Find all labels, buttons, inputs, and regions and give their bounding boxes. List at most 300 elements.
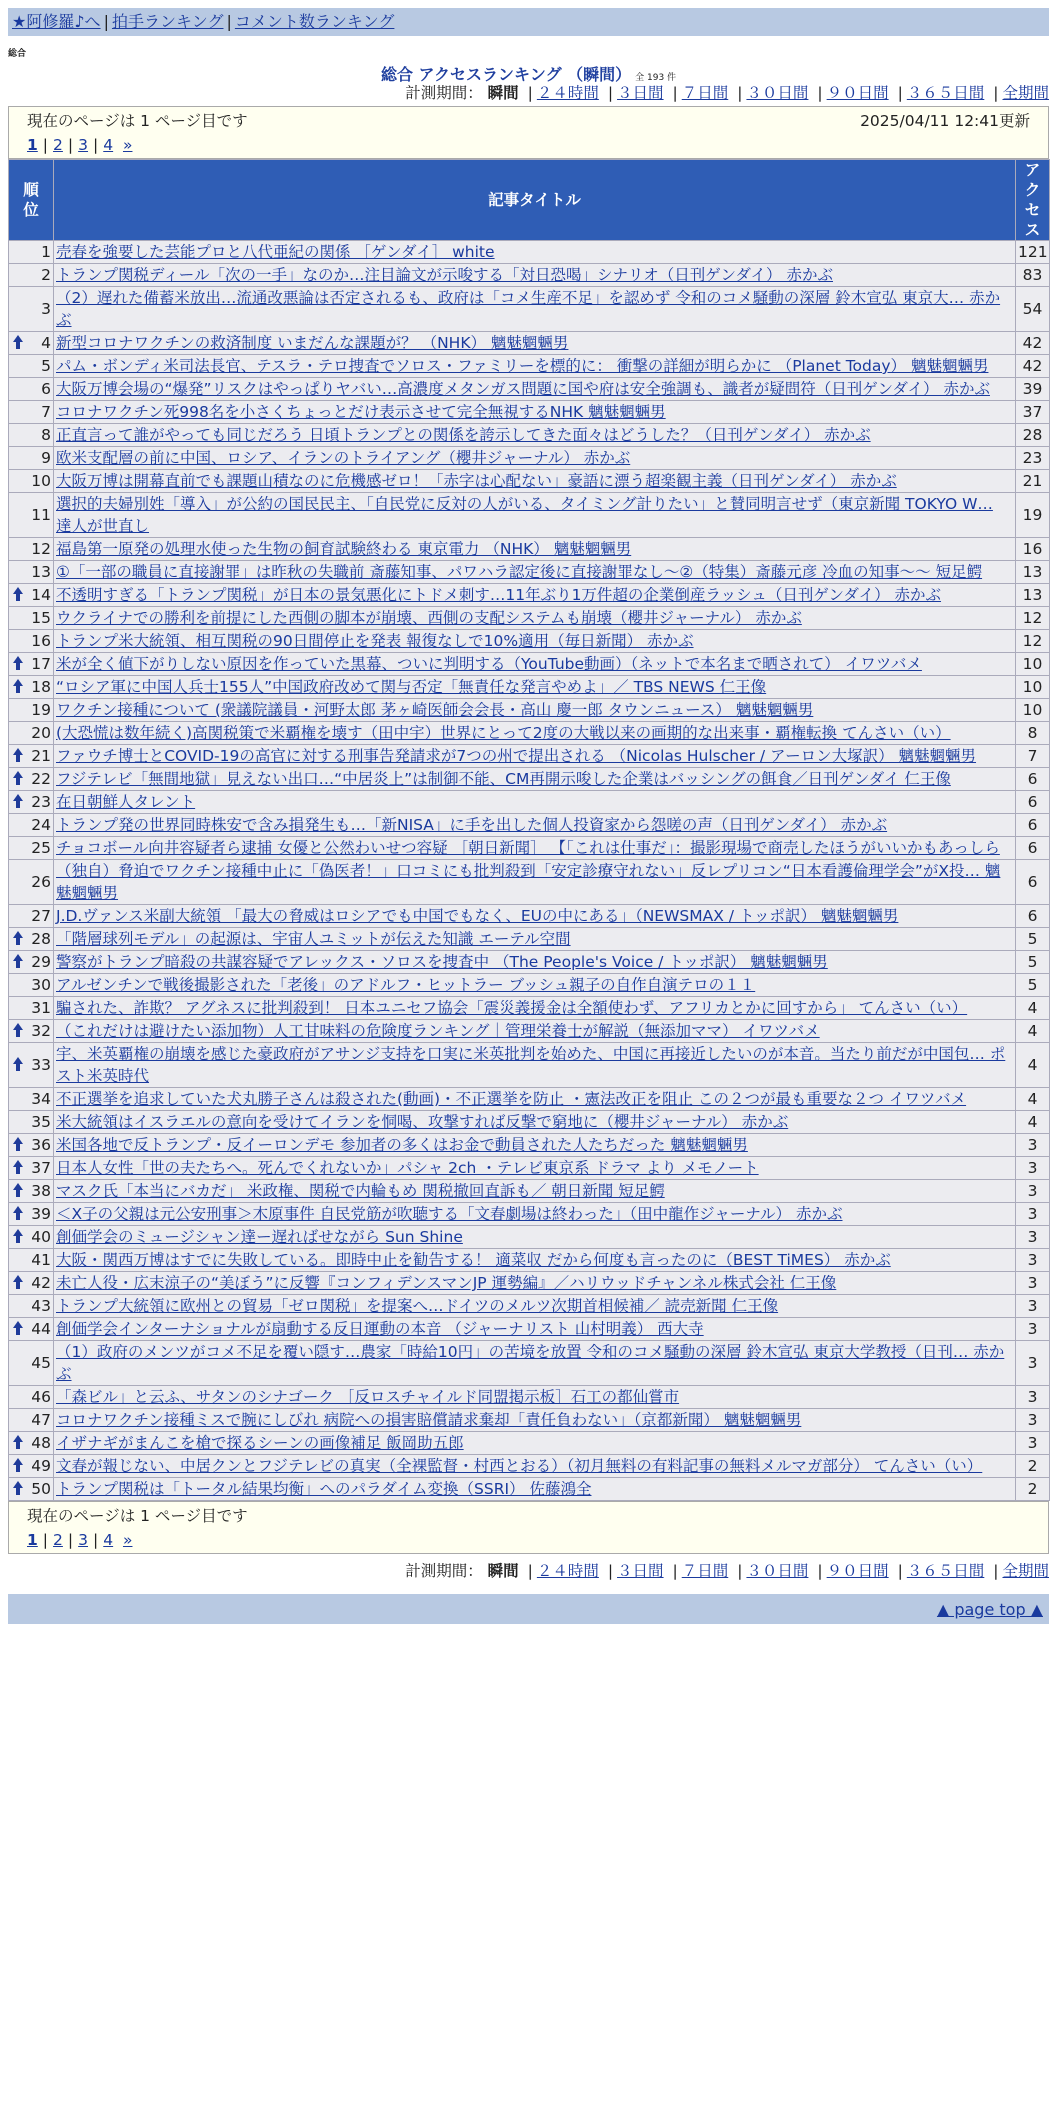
rank-cell bbox=[9, 424, 54, 447]
table-row bbox=[9, 1386, 1050, 1409]
rank-number: 39 bbox=[31, 1205, 51, 1223]
article-title-link[interactable]: ①「一部の職員に直接謝罪」は昨秋の失職前 斎藤知事、パワハラ認定後に直接謝罪なし～②（特集）斎藤元彦 冷血の知事～～ 短足鰐 bbox=[56, 563, 983, 581]
rank-up-arrow-icon bbox=[12, 1275, 24, 1291]
article-title-link[interactable]: ウクライナでの勝利を前提にした西側の脚本が崩壊、西側の支配システムも崩壊（櫻井ジャーナル） 赤かぶ bbox=[56, 609, 802, 627]
table-row bbox=[9, 424, 1050, 447]
table-row bbox=[9, 1020, 1050, 1043]
ranking-table bbox=[8, 159, 1050, 1501]
title-cell bbox=[54, 561, 1016, 584]
access-count: 4 bbox=[1016, 997, 1050, 1020]
period-365d-link[interactable]: ３６５日間 bbox=[906, 84, 985, 102]
next-page-link[interactable]: » bbox=[122, 1531, 133, 1549]
article-title-link[interactable]: 売春を強要した芸能プロと八代亜紀の関係 ［ゲンダイ］ white bbox=[56, 243, 495, 261]
title-cell bbox=[54, 1088, 1016, 1111]
title-cell bbox=[54, 1020, 1016, 1043]
separator: | bbox=[527, 84, 533, 102]
period-24h-link[interactable]: ２４時間 bbox=[536, 1562, 599, 1580]
rank-cell bbox=[9, 584, 54, 607]
table-row bbox=[9, 1249, 1050, 1272]
rank-column-header: 順位 bbox=[9, 160, 54, 241]
article-title-link[interactable]: （独自）脅迫でワクチン接種中止に「偽医者！」口コミにも批判殺到「安定診療守れない」反レプリコン“日本看護倫理学会”がX投… 魑魅魍魎男 bbox=[56, 862, 1001, 902]
period-365d-link[interactable]: ３６５日間 bbox=[906, 1562, 985, 1580]
table-row bbox=[9, 561, 1050, 584]
title-cell bbox=[54, 699, 1016, 722]
page-title bbox=[0, 62, 1057, 82]
title-cell bbox=[54, 676, 1016, 699]
rank-number: 41 bbox=[31, 1251, 51, 1269]
article-title-link[interactable]: 福島第一原発の処理水使った生物の飼育試験終わる 東京電力 （NHK） 魑魅魍魎男 bbox=[56, 540, 632, 558]
access-count: 12 bbox=[1016, 630, 1050, 653]
page-link-1[interactable]: 1 bbox=[27, 136, 38, 154]
updated-timestamp: 2025/04/11 12:41更新 bbox=[860, 112, 1030, 130]
access-count: 3 bbox=[1016, 1386, 1050, 1409]
title-cell bbox=[54, 1134, 1016, 1157]
rank-number: 10 bbox=[31, 472, 51, 490]
table-row bbox=[9, 1088, 1050, 1111]
access-count: 3 bbox=[1016, 1432, 1050, 1455]
period-current: 瞬間 bbox=[487, 84, 519, 102]
separator: | bbox=[607, 84, 614, 102]
access-count: 10 bbox=[1016, 653, 1050, 676]
table-row bbox=[9, 493, 1050, 538]
article-title-link[interactable]: 不正選挙を追求していた犬丸勝子さんは殺された(動画)・不正選挙を防止 ・憲法改正を阻止 この２つが最も重要な２つ イワツバメ bbox=[56, 1090, 967, 1108]
rank-cell bbox=[9, 1478, 54, 1501]
separator: | bbox=[737, 84, 743, 102]
table-row bbox=[9, 653, 1050, 676]
table-row bbox=[9, 1180, 1050, 1203]
table-row bbox=[9, 470, 1050, 493]
access-count: 8 bbox=[1016, 722, 1050, 745]
article-title-link[interactable]: “ロシア軍に中国人兵士155人”中国政府改めて関与否定「無責任な発言やめよ」／ TBS NEWS 仁王像 bbox=[56, 678, 767, 696]
page-link-3[interactable]: 3 bbox=[78, 1531, 89, 1549]
period-7d-link[interactable]: ７日間 bbox=[681, 1562, 729, 1580]
rank-number: 17 bbox=[31, 655, 51, 673]
table-row bbox=[9, 1341, 1050, 1386]
table-row bbox=[9, 1409, 1050, 1432]
table-row bbox=[9, 768, 1050, 791]
title-cell bbox=[54, 905, 1016, 928]
table-row bbox=[9, 378, 1050, 401]
table-row bbox=[9, 699, 1050, 722]
article-title-link[interactable]: トランプ関税は「トータル結果均衡」へのパラダイム変換（SSRI） 佐藤鴻全 bbox=[56, 1480, 592, 1498]
rank-up-arrow-icon bbox=[12, 587, 24, 603]
title-cell bbox=[54, 1043, 1016, 1088]
access-count: 4 bbox=[1016, 1111, 1050, 1134]
rank-cell bbox=[9, 1088, 54, 1111]
access-count: 5 bbox=[1016, 974, 1050, 997]
title-column-header: 記事タイトル bbox=[54, 160, 1016, 241]
rank-up-arrow-icon bbox=[12, 1321, 24, 1337]
rank-number: 24 bbox=[31, 816, 51, 834]
article-title-link[interactable]: 未亡人役・広末涼子の“美ぼう”に反響『コンフィデンスマンJP 運勢編』／ハリウッドチャンネル株式会社 仁王像 bbox=[56, 1274, 837, 1292]
table-row bbox=[9, 1318, 1050, 1341]
title-cell bbox=[54, 1180, 1016, 1203]
rank-number: 26 bbox=[31, 873, 51, 891]
rank-cell bbox=[9, 630, 54, 653]
rank-cell bbox=[9, 676, 54, 699]
period-all-link[interactable]: 全期間 bbox=[1002, 1562, 1049, 1580]
article-title-link[interactable]: 選択的夫婦別姓「導入」が公約の国民民主、「自民党に反対の人がいる、タイミング計りたい」と賛同明言せず（東京新聞 TOKYO W… 達人が世直し bbox=[56, 495, 993, 535]
home-link[interactable]: ★阿修羅♪へ bbox=[12, 12, 101, 31]
article-title-link[interactable]: トランプ米大統領、相互関税の90日間停止を発表 報復なしで10%適用（毎日新聞） 赤かぶ bbox=[56, 632, 694, 650]
top-nav-bar bbox=[8, 8, 1049, 36]
article-title-link[interactable]: トランプ発の世界同時株安で含み損発生も…「新NISA」に手を出した個人投資家から怨嗟の声（日刊ゲンダイ） 赤かぶ bbox=[56, 816, 888, 834]
rank-up-arrow-icon bbox=[12, 954, 24, 970]
page-link-4[interactable]: 4 bbox=[103, 1531, 114, 1549]
article-title-link[interactable]: J.D.ヴァンス米副大統領 「最大の脅威はロシアでも中国でもなく、EUの中にある」（NEWSMAX / トッポ訳） 魑魅魍魎男 bbox=[56, 907, 899, 925]
title-cell bbox=[54, 538, 1016, 561]
table-row bbox=[9, 1455, 1050, 1478]
rank-cell bbox=[9, 561, 54, 584]
table-row bbox=[9, 607, 1050, 630]
article-title-link[interactable]: ワクチン接種について (衆議院議員・河野太郎 茅ヶ崎医師会会長・高山 慶一郎 タウンニュース） 魑魅魍魎男 bbox=[56, 701, 814, 719]
rank-cell bbox=[9, 1295, 54, 1318]
table-row bbox=[9, 745, 1050, 768]
access-count: 6 bbox=[1016, 905, 1050, 928]
title-cell bbox=[54, 951, 1016, 974]
article-title-link[interactable]: フジテレビ「無間地獄」見えない出口…“中居炎上”は制御不能、CM再開示唆した企業はバッシングの餌食／日刊ゲンダイ 仁王像 bbox=[56, 770, 951, 788]
separator: | bbox=[103, 12, 109, 31]
article-title-link[interactable]: 不透明すぎる「トランプ関税」が日本の景気悪化にトドメ刺す…11年ぶり1万件超の企業倒産ラッシュ（日刊ゲンダイ） 赤かぶ bbox=[56, 586, 942, 604]
title-cell bbox=[54, 928, 1016, 951]
table-row bbox=[9, 630, 1050, 653]
title-cell bbox=[54, 447, 1016, 470]
table-row bbox=[9, 401, 1050, 424]
rank-number: 33 bbox=[31, 1056, 51, 1074]
page-link-3[interactable]: 3 bbox=[78, 136, 89, 154]
table-row bbox=[9, 974, 1050, 997]
rank-up-arrow-icon bbox=[12, 679, 24, 695]
article-title-link[interactable]: 創価学会インターナショナルが扇動する反日運動の本音 （ジャーナリスト 山村明義） 西大寺 bbox=[56, 1320, 704, 1338]
article-title-link[interactable]: チョコボール向井容疑者ら逮捕 女優と公然わいせつ容疑 ［朝日新聞］ 【「これは仕事だ」：撮影現場で商売したほうがいいかもあっしら bbox=[56, 839, 1000, 857]
article-title-link[interactable]: 警察がトランプ暗殺の共謀容疑でアレックス・ソロスを捜査中 （The People's Voice / トッポ訳） 魑魅魍魎男 bbox=[56, 953, 828, 971]
table-row bbox=[9, 264, 1050, 287]
access-count: 16 bbox=[1016, 538, 1050, 561]
rank-cell bbox=[9, 493, 54, 538]
rank-cell bbox=[9, 905, 54, 928]
rank-number: 35 bbox=[31, 1113, 51, 1131]
access-count: 83 bbox=[1016, 264, 1050, 287]
rank-cell bbox=[9, 814, 54, 837]
article-title-link[interactable]: （これだけは避けたい添加物）人工甘味料の危険度ランキング｜管理栄養士が解説（無添加ママ） イワツバメ bbox=[56, 1022, 820, 1040]
table-row bbox=[9, 928, 1050, 951]
article-title-link[interactable]: 騙された、詐欺？ アグネスに批判殺到！ 日本ユニセフ協会「震災義援金は全額使わず、アフリカとかに回すから」 てんさい（い） bbox=[56, 999, 968, 1017]
title-cell bbox=[54, 837, 1016, 860]
period-all-link[interactable]: 全期間 bbox=[1002, 84, 1049, 102]
article-title-link[interactable]: パム・ボンディ米司法長官、テスラ・テロ捜査でソロス・ファミリーを標的に： 衝撃の詳細が明らかに （Planet Today） 魑魅魍魎男 bbox=[56, 357, 989, 375]
rank-up-arrow-icon bbox=[12, 1458, 24, 1474]
table-row bbox=[9, 332, 1050, 355]
bottom-bar bbox=[8, 1594, 1049, 1624]
access-count: 13 bbox=[1016, 584, 1050, 607]
rank-number: 45 bbox=[31, 1354, 51, 1372]
rank-cell bbox=[9, 1203, 54, 1226]
title-cell bbox=[54, 791, 1016, 814]
table-row bbox=[9, 1478, 1050, 1501]
rank-number: 47 bbox=[31, 1411, 51, 1429]
rank-up-arrow-icon bbox=[12, 931, 24, 947]
title-cell bbox=[54, 860, 1016, 905]
rank-number: 1 bbox=[41, 243, 51, 261]
article-title-link[interactable]: 正直言って誰がやっても同じだろう 日頃トランプとの関係を誇示してきた面々はどうした？（日刊ゲンダイ） 赤かぶ bbox=[56, 426, 871, 444]
rank-number: 20 bbox=[31, 724, 51, 742]
article-title-link[interactable]: 米大統領はイスラエルの意向を受けてイランを恫喝、攻撃すれば反撃で窮地に（櫻井ジャーナル） 赤かぶ bbox=[56, 1113, 789, 1131]
period-7d-link[interactable]: ７日間 bbox=[681, 84, 729, 102]
access-count: 5 bbox=[1016, 928, 1050, 951]
access-count: 3 bbox=[1016, 1272, 1050, 1295]
rank-cell bbox=[9, 837, 54, 860]
article-title-link[interactable]: コロナワクチン接種ミスで腕にしびれ 病院への損害賠償請求棄却「責任負わない」（京都新聞） 魑魅魍魎男 bbox=[56, 1411, 802, 1429]
rank-number: 19 bbox=[31, 701, 51, 719]
page-link-4[interactable]: 4 bbox=[103, 136, 114, 154]
article-title-link[interactable]: トランプ関税ディール「次の一手」なのか…注目論文が示唆する「対日恐喝」シナリオ（日刊ゲンダイ） 赤かぶ bbox=[56, 266, 833, 284]
table-row bbox=[9, 1111, 1050, 1134]
access-count: 39 bbox=[1016, 378, 1050, 401]
rank-cell bbox=[9, 928, 54, 951]
rank-number: 40 bbox=[31, 1228, 51, 1246]
rank-up-arrow-icon bbox=[12, 1435, 24, 1451]
rank-cell bbox=[9, 1409, 54, 1432]
rank-number: 7 bbox=[41, 403, 51, 421]
rank-up-arrow-icon bbox=[12, 1023, 24, 1039]
title-cell bbox=[54, 241, 1016, 264]
access-count: 3 bbox=[1016, 1134, 1050, 1157]
period-30d-link[interactable]: ３０日間 bbox=[746, 84, 809, 102]
rank-cell bbox=[9, 745, 54, 768]
rank-cell bbox=[9, 1043, 54, 1088]
access-count: 2 bbox=[1016, 1478, 1050, 1501]
rank-cell bbox=[9, 974, 54, 997]
table-row bbox=[9, 1226, 1050, 1249]
rank-cell bbox=[9, 722, 54, 745]
rank-number: 5 bbox=[41, 357, 51, 375]
article-title-link[interactable]: 日本人女性「世の夫たちへ。死んでくれないか」パシャ 2ch ・テレビ東京系 ドラマ より メモノート bbox=[56, 1159, 759, 1177]
rank-cell bbox=[9, 287, 54, 332]
title-cell bbox=[54, 355, 1016, 378]
article-title-link[interactable]: 「階層球列モデル」の起源は、宇宙人ユミットが伝えた知識 エーテル空間 bbox=[56, 930, 571, 948]
rank-number: 29 bbox=[31, 953, 51, 971]
title-cell bbox=[54, 1478, 1016, 1501]
access-count: 121 bbox=[1016, 241, 1050, 264]
table-row bbox=[9, 1295, 1050, 1318]
page-link-2[interactable]: 2 bbox=[53, 1531, 63, 1549]
rank-cell bbox=[9, 241, 54, 264]
period-90d-link[interactable]: ９０日間 bbox=[826, 84, 889, 102]
article-title-link[interactable]: 大阪万博会場の“爆発”リスクはやっぱりヤバい…高濃度メタンガス問題に国や府は安全強調も、識者が疑問符（日刊ゲンダイ） 赤かぶ bbox=[56, 380, 990, 398]
rank-cell bbox=[9, 470, 54, 493]
title-cell bbox=[54, 470, 1016, 493]
title-cell bbox=[54, 1409, 1016, 1432]
table-row bbox=[9, 722, 1050, 745]
article-title-link[interactable]: ファウチ博士とCOVID-19の高官に対する刑事告発請求が7つの州で提出される （Nicolas Hulscher / アーロン大塚訳） 魑魅魍魎男 bbox=[56, 747, 977, 765]
page-top-link[interactable]: ▲ page top ▲ bbox=[936, 1600, 1043, 1619]
rank-cell bbox=[9, 1134, 54, 1157]
rank-number: 46 bbox=[31, 1388, 51, 1406]
access-count: 10 bbox=[1016, 676, 1050, 699]
article-title-link[interactable]: イザナギがまんこを槍で探るシーンの画像補足 飯岡助五郎 bbox=[56, 1434, 464, 1452]
access-count: 3 bbox=[1016, 1409, 1050, 1432]
access-count: 4 bbox=[1016, 1020, 1050, 1043]
article-title-link[interactable]: 宇、米英覇権の崩壊を感じた豪政府がアサンジ支持を口実に米英批判を始めた、中国に再接近したいのが本音。当たり前だが中国包… ポスト米英時代 bbox=[56, 1045, 1006, 1085]
separator: | bbox=[672, 84, 678, 102]
table-row bbox=[9, 814, 1050, 837]
rank-cell bbox=[9, 538, 54, 561]
period-30d-link[interactable]: ３０日間 bbox=[746, 1562, 809, 1580]
access-count: 21 bbox=[1016, 470, 1050, 493]
period-24h-link[interactable]: ２４時間 bbox=[536, 84, 599, 102]
rank-number: 36 bbox=[31, 1136, 51, 1154]
title-cell bbox=[54, 1226, 1016, 1249]
rank-number: 27 bbox=[31, 907, 51, 925]
rank-number: 31 bbox=[31, 999, 51, 1017]
access-count: 4 bbox=[1016, 1043, 1050, 1088]
rank-cell bbox=[9, 1272, 54, 1295]
article-title-link[interactable]: （2）遅れた備蓄米放出…流通改悪論は否定されるも、政府は「コメ生産不足」を認めず 令和のコメ騒動の深層 鈴木宣弘 東京大… 赤かぶ bbox=[56, 289, 1001, 329]
article-title-link[interactable]: 米国各地で反トランプ・反イーロンデモ 参加者の多くはお金で動員された人たちだった 魑魅魍魎男 bbox=[56, 1136, 748, 1154]
rank-number: 15 bbox=[31, 609, 51, 627]
title-cell bbox=[54, 630, 1016, 653]
page-link-1[interactable]: 1 bbox=[27, 1531, 38, 1549]
access-column-header: アクセス bbox=[1016, 160, 1050, 241]
rank-number: 43 bbox=[31, 1297, 51, 1315]
access-count: 6 bbox=[1016, 768, 1050, 791]
article-title-link[interactable]: 大阪・関西万博はすでに失敗している。即時中止を勧告する！ 適菜収 だから何度も言ったのに（BEST TiMES） 赤かぶ bbox=[56, 1251, 891, 1269]
table-row bbox=[9, 837, 1050, 860]
table-row bbox=[9, 860, 1050, 905]
title-cell bbox=[54, 264, 1016, 287]
article-title-link[interactable]: 米が全く値下がりしない原因を作っていた黒幕、ついに判明する（YouTube動画）（ネットで本名まで晒されて） イワツバメ bbox=[56, 655, 922, 673]
rank-cell bbox=[9, 951, 54, 974]
rank-cell bbox=[9, 332, 54, 355]
article-title-link[interactable]: 大阪万博は開幕直前でも課題山積なのに危機感ゼロ！「赤字は心配ない」豪語に漂う超楽観主義（日刊ゲンダイ） 赤かぶ bbox=[56, 472, 897, 490]
title-cell bbox=[54, 424, 1016, 447]
rank-up-arrow-icon bbox=[12, 1160, 24, 1176]
access-count: 3 bbox=[1016, 1318, 1050, 1341]
next-page-link[interactable]: » bbox=[122, 136, 133, 154]
title-cell bbox=[54, 1272, 1016, 1295]
article-title-link[interactable]: 在日朝鮮人タレント bbox=[56, 793, 196, 811]
article-title-link[interactable]: 「森ビル」と云ふ、サタンのシナゴーク ［反ロスチャイルド同盟掲示板］石工の都仙嘗市 bbox=[56, 1388, 680, 1406]
page-links: 1 | 2 | 3 | 4 » bbox=[27, 136, 133, 154]
period-3d-link[interactable]: ３日間 bbox=[617, 1562, 664, 1580]
rank-number: 30 bbox=[31, 976, 51, 994]
page-link-2[interactable]: 2 bbox=[53, 136, 63, 154]
title-cell bbox=[54, 332, 1016, 355]
access-count: 6 bbox=[1016, 814, 1050, 837]
access-count: 3 bbox=[1016, 1180, 1050, 1203]
rank-number: 14 bbox=[31, 586, 51, 604]
article-title-link[interactable]: アルゼンチンで戦後撮影された「老後」のアドルフ・ヒットラー ブッシュ親子の自作自演テロの１１ bbox=[56, 976, 756, 994]
category-label: 総合 bbox=[8, 49, 27, 59]
table-row bbox=[9, 1134, 1050, 1157]
rank-number: 3 bbox=[41, 300, 51, 318]
rank-cell bbox=[9, 699, 54, 722]
rank-cell bbox=[9, 264, 54, 287]
rank-cell bbox=[9, 1249, 54, 1272]
rank-number: 16 bbox=[31, 632, 51, 650]
ranking-title: 総合 アクセスランキング （瞬間） bbox=[380, 65, 632, 84]
period-90d-link[interactable]: ９０日間 bbox=[826, 1562, 889, 1580]
article-title-link[interactable]: (大恐慌は数年続く)高関税策で米覇権を壊す（田中宇）世界にとって2度の大戦以来の画期的な出来事・覇権転換 てんさい（い） bbox=[56, 724, 951, 742]
table-row bbox=[9, 355, 1050, 378]
table-row bbox=[9, 791, 1050, 814]
rank-cell bbox=[9, 1226, 54, 1249]
access-count: 3 bbox=[1016, 1226, 1050, 1249]
rank-number: 28 bbox=[31, 930, 51, 948]
access-count: 7 bbox=[1016, 745, 1050, 768]
rank-number: 4 bbox=[41, 334, 51, 352]
rank-cell bbox=[9, 1318, 54, 1341]
rank-number: 37 bbox=[31, 1159, 51, 1177]
article-title-link[interactable]: 文春が報じない、中居クンとフジテレビの真実（全裸監督・村西とおる）（初月無料の有料記事の無料メルマガ部分） てんさい（い） bbox=[56, 1457, 983, 1475]
title-cell bbox=[54, 584, 1016, 607]
current-page-text: 現在のページは 1 ページ目です bbox=[27, 112, 248, 130]
table-row bbox=[9, 1203, 1050, 1226]
access-count: 3 bbox=[1016, 1203, 1050, 1226]
title-cell bbox=[54, 722, 1016, 745]
article-title-link[interactable]: トランプ大統領に欧州との貿易「ゼロ関税」を提案へ…ドイツのメルツ次期首相候補／ 読売新聞 仁王像 bbox=[56, 1297, 779, 1315]
table-row bbox=[9, 287, 1050, 332]
rank-number: 49 bbox=[31, 1457, 51, 1475]
access-count: 37 bbox=[1016, 401, 1050, 424]
article-title-link[interactable]: （1）政府のメンツがコメ不足を覆い隠す…農家「時給10円」の苦境を放置 令和のコメ騒動の深層 鈴木宣弘 東京大学教授（日刊… 赤かぶ bbox=[56, 1343, 1005, 1383]
table-row bbox=[9, 1157, 1050, 1180]
rank-cell bbox=[9, 997, 54, 1020]
table-row bbox=[9, 676, 1050, 699]
title-cell bbox=[54, 1432, 1016, 1455]
rank-number: 22 bbox=[31, 770, 51, 788]
article-title-link[interactable]: ＜X子の父親は元公安刑事＞木原事件 自民党筋が吹聴する「文春劇場は終わった」（田中龍作ジャーナル） 赤かぶ bbox=[56, 1205, 843, 1223]
rank-number: 12 bbox=[31, 540, 51, 558]
rank-cell bbox=[9, 378, 54, 401]
rank-cell bbox=[9, 355, 54, 378]
article-title-link[interactable]: コロナワクチン死998名を小さくちょっとだけ表示させて完全無視するNHK 魑魅魍魎男 bbox=[56, 403, 666, 421]
access-count: 3 bbox=[1016, 1295, 1050, 1318]
rank-up-arrow-icon bbox=[12, 1206, 24, 1222]
rank-up-arrow-icon bbox=[12, 1481, 24, 1497]
article-title-link[interactable]: マスク氏「本当にバカだ」 米政権、関税で内輪もめ 関税撤回直訴も／ 朝日新聞 短足鰐 bbox=[56, 1182, 665, 1200]
access-count: 42 bbox=[1016, 355, 1050, 378]
comment-ranking-link[interactable]: コメント数ランキング bbox=[234, 12, 395, 31]
table-row bbox=[9, 1043, 1050, 1088]
rank-up-arrow-icon bbox=[12, 771, 24, 787]
title-cell bbox=[54, 1318, 1016, 1341]
rank-cell bbox=[9, 653, 54, 676]
pager-bottom bbox=[8, 1501, 1049, 1554]
period-current: 瞬間 bbox=[487, 1562, 519, 1580]
article-title-link[interactable]: 新型コロナワクチンの救済制度 いまだんな課題が？ （NHK） 魑魅魍魎男 bbox=[56, 334, 569, 352]
period-label: 計測期間： bbox=[405, 1562, 483, 1580]
article-title-link[interactable]: 欧米支配層の前に中国、ロシア、イランのトライアング（櫻井ジャーナル） 赤かぶ bbox=[56, 449, 631, 467]
access-count: 2 bbox=[1016, 1455, 1050, 1478]
table-row bbox=[9, 905, 1050, 928]
table-row bbox=[9, 1432, 1050, 1455]
rank-up-arrow-icon bbox=[12, 794, 24, 810]
rank-cell bbox=[9, 447, 54, 470]
clap-ranking-link[interactable]: 拍手ランキング bbox=[111, 12, 224, 31]
access-count: 4 bbox=[1016, 1088, 1050, 1111]
title-cell bbox=[54, 974, 1016, 997]
title-cell bbox=[54, 1203, 1016, 1226]
period-bar bbox=[8, 82, 1049, 104]
article-title-link[interactable]: 創価学会のミュージシャン達ー遅ればせながら Sun Shine bbox=[56, 1228, 463, 1246]
pager-top bbox=[8, 106, 1049, 159]
period-3d-link[interactable]: ３日間 bbox=[617, 84, 664, 102]
access-count: 6 bbox=[1016, 860, 1050, 905]
access-count: 3 bbox=[1016, 1341, 1050, 1386]
title-cell bbox=[54, 1295, 1016, 1318]
title-cell bbox=[54, 745, 1016, 768]
